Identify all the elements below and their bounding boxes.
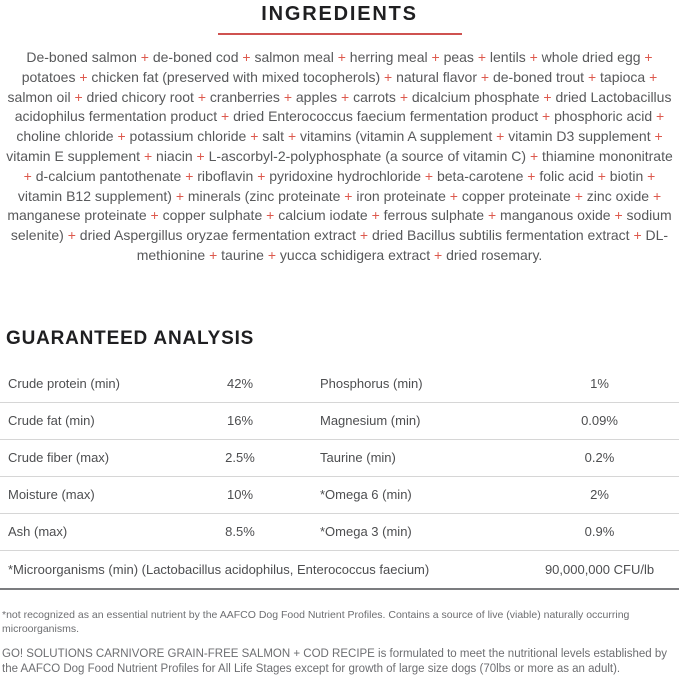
table-row	[0, 366, 679, 403]
ingredients-section	[0, 3, 679, 266]
nutrient-label: *Omega 3 (min)	[320, 524, 412, 540]
table-row	[0, 477, 679, 514]
nutrient-label: Phosphorus (min)	[320, 376, 423, 392]
nutrient-value: 42%	[226, 376, 254, 392]
nutrient-label: Taurine (min)	[320, 450, 396, 466]
nutrient-label: Ash (max)	[8, 524, 68, 540]
nutrient-value: 0.2%	[584, 450, 615, 466]
formulation-statement: GO! SOLUTIONS CARNIVORE GRAIN-FREE SALMON + COD RECIPE is formulated to meet the nutritional levels established by the AAFCO Dog Food Nutrient Profiles for All Life Stages except for growth of large size dogs (70lbs or more as an adult).	[2, 647, 667, 675]
table-row	[0, 403, 679, 440]
analysis-table	[0, 366, 679, 590]
guaranteed-analysis-section	[0, 328, 679, 675]
table-row-microorganisms	[0, 551, 679, 588]
aafco-footnote: *not recognized as an essential nutrient by the AAFCO Dog Food Nutrient Profiles. Contains a source of live (viable) naturally occurring microorganisms.	[2, 608, 630, 635]
nutrient-label: Moisture (max)	[8, 487, 95, 503]
ingredients-title: INGREDIENTS	[261, 3, 418, 25]
nutrient-label: Magnesium (min)	[320, 413, 421, 429]
table-row	[0, 514, 679, 551]
nutrient-value: 2%	[590, 487, 609, 503]
nutrient-value: 90,000,000 CFU/lb	[544, 561, 655, 577]
nutrient-label: *Omega 6 (min)	[320, 487, 412, 503]
guaranteed-analysis-title: GUARANTEED ANALYSIS	[6, 327, 255, 349]
table-row	[0, 440, 679, 477]
nutrient-value: 10%	[226, 487, 254, 503]
accent-divider	[218, 33, 462, 35]
nutrient-label: *Microorganisms (min) (Lactobacillus acidophilus, Enterococcus faecium)	[8, 561, 430, 577]
ingredients-text: De-boned salmon + de-boned cod + salmon meal + herring meal + peas + lentils + whole dried egg + potatoes + chicken fat (preserved with mixed tocopherols) + natural flavor + de-boned trout + tapioca + salmon oil + dried chicory root + cranberries + apples + carrots + dicalcium phosphate + dried Lactobacillus acidophilus fermentation product + dried Enterococcus faecium fermentation product + phosphoric acid + choline chloride + potassium chloride + salt + vitamins (vitamin A supplement + vitamin D3 supplement + vitamin E supplement + niacin + L-ascorbyl-2-polyphosphate (a source of vitamin C) + thiamine mononitrate + d-calcium pantothenate + riboflavin + pyridoxine hydrochloride + beta-carotene + folic acid + biotin + vitamin B12 supplement) + minerals (zinc proteinate + iron proteinate + copper proteinate + zinc oxide + manganese proteinate + copper sulphate + calcium iodate + ferrous sulphate + manganous oxide + sodium selenite) + dried Aspergillus oryzae fermentation extract + dried Bacillus subtilis fermentation extract + DL-methionine + taurine + yucca schidigera extract + dried rosemary.	[6, 49, 673, 263]
nutrient-label: Crude fat (min)	[8, 413, 95, 429]
nutrient-value: 0.09%	[581, 413, 618, 429]
nutrient-value: 16%	[226, 413, 254, 429]
nutrient-value: 1%	[590, 376, 609, 392]
nutrient-label: Crude protein (min)	[8, 376, 120, 392]
nutrient-value: 2.5%	[225, 450, 255, 466]
nutrient-label: Crude fiber (max)	[8, 450, 110, 466]
nutrient-value: 0.9%	[584, 524, 615, 540]
nutrient-value: 8.5%	[225, 524, 255, 540]
